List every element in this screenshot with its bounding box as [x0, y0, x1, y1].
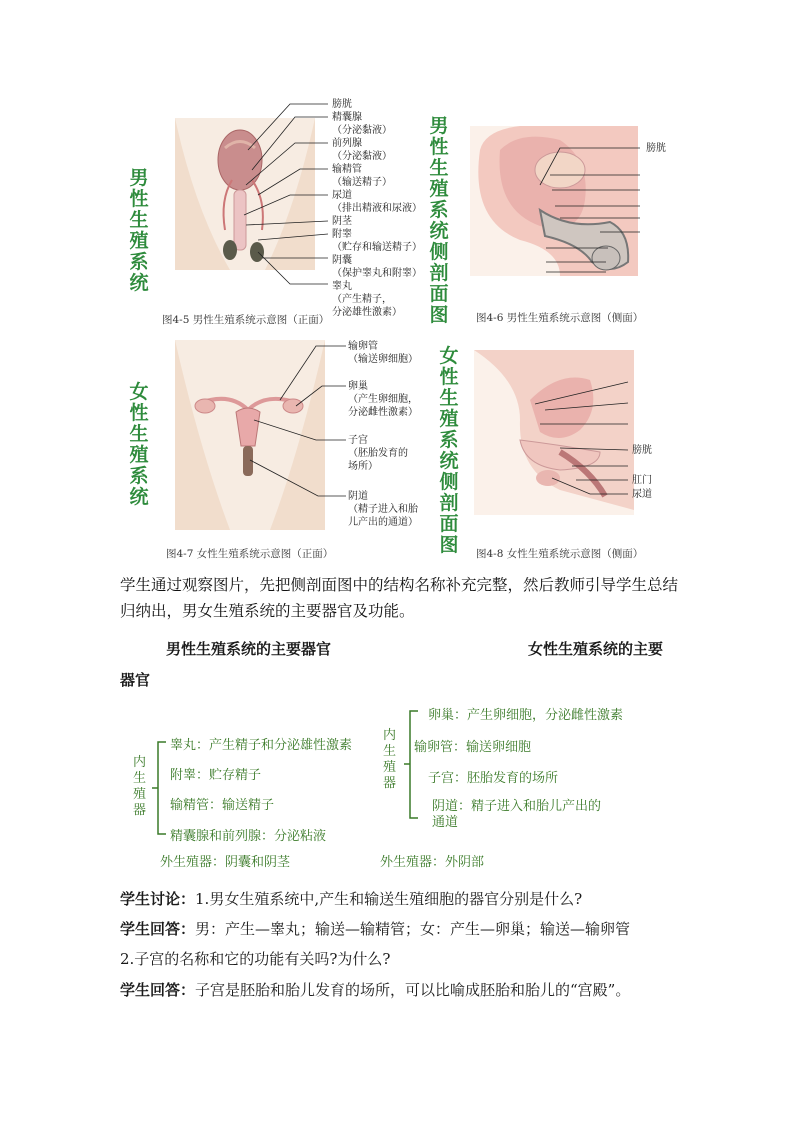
discussion-q2: [120, 948, 390, 969]
male-external: 外生殖器：阴囊和阴茎: [160, 855, 291, 870]
a1-speaker: 学生回答：: [120, 920, 196, 938]
male-front-figure: [175, 118, 315, 270]
q1-text: 1.男女生殖系统中,产生和输送生殖细胞的器官分别是什么?: [195, 890, 583, 908]
female-item-fallopian: 输卵管：输送卵细胞: [414, 740, 532, 755]
figure-caption-4-8: 图4-8 女性生殖系统示意图（侧面）: [476, 548, 644, 560]
label-penis: 阴茎: [332, 216, 352, 227]
heading-female-organs: 女性生殖系统的主要: [528, 640, 664, 658]
q2-text: 2.子宫的名称和它的功能有关吗?为什么?: [120, 950, 391, 968]
male-item-glands: 精囊腺和前列腺：分泌粘液: [170, 829, 327, 844]
female-side-vertical-title: 女性生殖系统侧剖面图: [439, 345, 459, 556]
male-front-vertical-title: 男性生殖系统: [129, 167, 149, 294]
label-uterus: 子宫 （胚胎发育的 场所）: [348, 435, 408, 472]
q1-speaker: 学生讨论：: [120, 890, 196, 908]
figure-caption-4-6: 图4-6 男性生殖系统示意图（侧面）: [476, 312, 644, 324]
discussion-a1: [120, 918, 630, 939]
male-side-figure: [470, 126, 638, 276]
a2-text: 子宫是胚胎和胎儿发育的场所，可以比喻成胚胎和胎儿的“宫殿”。: [195, 981, 631, 999]
label-prostate: 前列腺 （分泌黏液）: [332, 138, 392, 162]
male-internal-label: 内生殖器: [133, 755, 147, 818]
label-anus: 肛门: [632, 475, 652, 486]
label-female-bladder: 膀胱: [632, 445, 652, 456]
male-item-epididymis: 附睾：贮存精子: [170, 768, 262, 783]
female-item-ovary: 卵巢：产生卵细胞，分泌雌性激素: [428, 708, 624, 723]
label-testis: 睾丸 （产生精子， 分泌雄性激素）: [332, 281, 402, 318]
heading-female-organs-cont: 器官: [120, 671, 151, 689]
male-item-testis: 睾丸：产生精子和分泌雄性激素: [170, 738, 353, 753]
a1-text: 男：产生—睾丸；输送—输精管；女：产生—卵巢；输送—输卵管: [195, 920, 631, 938]
male-side-vertical-title: 男性生殖系统侧剖面图: [429, 115, 449, 326]
male-item-vas-deferens: 输精管：输送精子: [170, 798, 275, 813]
figure-caption-4-5: 图4-5 男性生殖系统示意图（正面）: [162, 314, 330, 326]
label-epididymis: 附睾 （贮存和输送精子）: [332, 229, 422, 253]
label-ovary: 卵巢 （产生卵细胞， 分泌雌性激素）: [348, 381, 418, 418]
label-seminal-vesicle: 精囊腺 （分泌黏液）: [332, 112, 392, 136]
label-urethra: 尿道 （排出精液和尿液）: [332, 190, 422, 214]
a2-speaker: 学生回答：: [120, 981, 196, 999]
female-side-figure: [474, 350, 634, 515]
intro-paragraph: 学生通过观察图片，先把侧剖面图中的结构名称补充完整，然后教师引导学生总结归纳出，男女生殖系统的主要器官及功能。: [120, 576, 679, 620]
figure-caption-4-7: 图4-7 女性生殖系统示意图（正面）: [166, 548, 334, 560]
label-female-urethra: 尿道: [632, 489, 652, 500]
female-item-vagina: 阴道：精子进入和胎儿产出的通道: [432, 799, 602, 830]
label-fallopian-tube: 输卵管 （输送卵细胞）: [348, 341, 418, 365]
label-side-bladder: 膀胱: [646, 143, 666, 154]
female-external: 外生殖器：外阴部: [380, 855, 485, 870]
female-internal-label: 内生殖器: [383, 728, 397, 791]
label-bladder: 膀胱: [332, 99, 352, 110]
female-front-figure: [175, 340, 325, 530]
label-vas-deferens: 输精管 （输送精子）: [332, 164, 392, 188]
female-item-uterus: 子宫：胚胎发育的场所: [428, 771, 559, 786]
discussion-q1: [120, 888, 582, 909]
female-front-vertical-title: 女性生殖系统: [129, 381, 149, 508]
label-vagina: 阴道 （精子进入和胎 儿产出的通道）: [348, 491, 418, 528]
discussion-a2: [120, 979, 630, 1000]
label-scrotum: 阴囊 （保护睾丸和附睾）: [332, 255, 422, 279]
heading-male-organs: 男性生殖系统的主要器官: [166, 640, 332, 658]
